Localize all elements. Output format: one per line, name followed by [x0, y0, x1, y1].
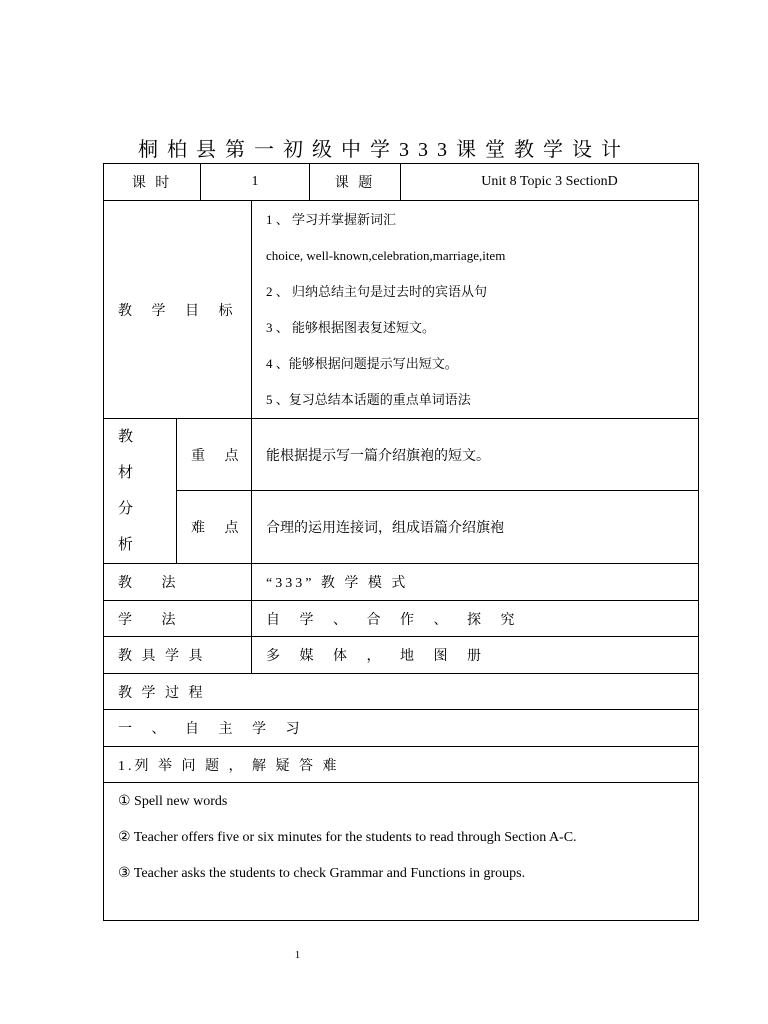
difficult-point-text: 合理的运用连接词，组成语篇介绍旗袍 [252, 491, 699, 564]
teaching-method-value: “333” 教 学 模 式 [252, 564, 699, 601]
lesson-plan-table [103, 163, 699, 921]
page-number: 1 [294, 949, 301, 961]
difficult-point-row [104, 491, 699, 564]
subsection-heading: 1.列 举 问 题 ， 解 疑 答 难 [104, 747, 699, 783]
objective-item: 3 、 能够根据图表复述短文。 [266, 320, 436, 335]
analysis-label-char: 分 [118, 501, 134, 517]
teaching-process-label: 教 学 过 程 [104, 674, 699, 710]
objective-item: 1 、 学习并掌握新词汇 [266, 212, 397, 227]
teaching-process-row [104, 674, 699, 710]
teaching-method-label: 教 法 [104, 564, 252, 601]
teaching-tools-row [104, 637, 699, 674]
subsection-heading-row [104, 747, 699, 783]
objectives-list [252, 201, 699, 419]
steps-row [104, 783, 699, 921]
learning-method-label: 学 法 [104, 601, 252, 637]
step-item: ① Spell new words [118, 794, 228, 809]
learning-method-value: 自 学 、 合 作 、 探 究 [252, 601, 699, 637]
difficult-point-label: 难 点 [177, 491, 252, 564]
analysis-label-char: 材 [118, 465, 134, 481]
class-hours-value: 1 [201, 164, 310, 201]
teaching-method-row [104, 564, 699, 601]
section-heading-row [104, 710, 699, 747]
analysis-label [104, 419, 177, 564]
topic-label: 课 题 [310, 164, 401, 201]
document-title: 桐柏县第一初级中学333课堂教学设计 [138, 139, 630, 161]
section-heading: 一 、 自 主 学 习 [104, 710, 699, 747]
objective-item: choice, well-known,celebration,marriage,item [266, 248, 506, 263]
teaching-tools-label: 教 具 学 具 [104, 637, 252, 674]
objectives-row [104, 201, 699, 419]
objective-item: 5 、复习总结本话题的重点单词语法 [266, 392, 471, 407]
objective-item: 4 、能够根据问题提示写出短文。 [266, 356, 458, 371]
topic-value: Unit 8 Topic 3 SectionD [401, 164, 699, 201]
key-point-text: 能根据提示写一篇介绍旗袍的短文。 [252, 419, 699, 491]
key-point-row [104, 419, 699, 491]
key-point-label: 重 点 [177, 419, 252, 491]
teaching-tools-value: 多 媒 体 ， 地 图 册 [252, 637, 699, 674]
class-hours-label: 课 时 [104, 164, 201, 201]
objectives-label: 教 学 目 标 [104, 201, 252, 419]
analysis-label-char: 析 [118, 537, 134, 553]
header-row [104, 164, 699, 201]
steps-list [104, 783, 699, 921]
objective-item: 2 、 归纳总结主句是过去时的宾语从句 [266, 284, 488, 299]
analysis-label-char: 教 [118, 429, 134, 445]
learning-method-row [104, 601, 699, 637]
step-item: ② Teacher offers five or six minutes for the students to read through Section A-C. [118, 830, 577, 845]
step-item: ③ Teacher asks the students to check Grammar and Functions in groups. [118, 866, 526, 881]
